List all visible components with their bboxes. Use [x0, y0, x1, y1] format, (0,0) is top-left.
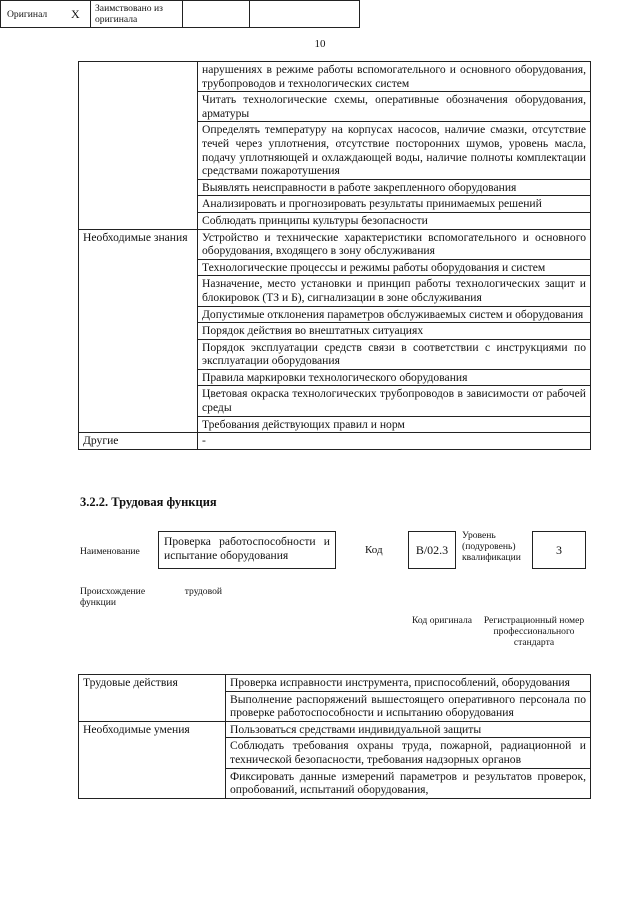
- table-row: [79, 721, 591, 738]
- reg-number-cell: [250, 1, 359, 27]
- table-row: [79, 229, 591, 259]
- level-value-box: 3: [532, 531, 586, 569]
- function-name-box: Проверка работоспособности и испытание оборудования: [158, 531, 336, 569]
- knowledge-cell: Технологические процессы и режимы работы оборудования и систем: [198, 259, 591, 276]
- knowledge-cell: Правила маркировки технологического оборудования: [198, 369, 591, 386]
- skill-cell: нарушениях в режиме работы вспомогательного и основного оборудования, трубопроводов и технологических систем: [198, 62, 591, 92]
- table-row: [79, 433, 591, 450]
- skill-cell: Фиксировать данные измерений параметров и результатов проверок, опробований, испытаний оборудования,: [226, 768, 591, 798]
- skill-cell: Читать технологические схемы, оперативные обозначения оборудования, арматуры: [198, 92, 591, 122]
- original-mark: X: [67, 1, 91, 27]
- knowledge-cell: Порядок эксплуатации средств связи в соответствии с инструкциями по эксплуатации оборудования: [198, 339, 591, 369]
- code-original-cell: [183, 1, 250, 27]
- skill-cell: Анализировать и прогнозировать результаты принимаемых решений: [198, 196, 591, 213]
- table-row: [79, 62, 591, 92]
- table-row: [79, 675, 591, 692]
- action-cell: Проверка исправности инструмента, приспособлений, оборудования: [226, 675, 591, 692]
- skill-cell: Определять температуру на корпусах насосов, наличие смазки, отсутствие течей через уплотнения, отсутствие посторонних шумов, уровень масла, подачу уплотняющей и охлаждающей воды, наличие полноты комплектации средствами пожаротушения: [198, 122, 591, 179]
- code-original-label: Код оригинала: [411, 615, 473, 626]
- action-cell: Выполнение распоряжений вышестоящего оперативного персонала по проверке работоспособности и испытанию оборудования: [226, 691, 591, 721]
- knowledge-cell: Назначение, место установки и принцип работы технологических защит и блокировок (ТЗ и Б), сигнализации в зоне обслуживания: [198, 276, 591, 306]
- skill-cell: Пользоваться средствами индивидуальной защиты: [226, 721, 591, 738]
- origin-row: [0, 0, 360, 28]
- knowledge-label: Необходимые знания: [79, 229, 198, 433]
- skill-cell: Соблюдать требования охраны труда, пожарной, радиационной и технической безопасности, требования надзорных органов: [226, 738, 591, 768]
- page-number: 10: [314, 38, 326, 50]
- competency-table: [78, 61, 591, 450]
- borrowed-label: Заимствовано из оригинала: [91, 1, 183, 27]
- skills-label: Необходимые умения: [79, 721, 226, 798]
- name-label: Наименование: [80, 546, 140, 557]
- skill-cell: Выявлять неисправности в работе закрепленного оборудования: [198, 179, 591, 196]
- level-label: Уровень (подуровень) квалификации: [462, 530, 521, 563]
- section-heading: 3.2.2. Трудовая функция: [80, 495, 217, 509]
- knowledge-cell: Допустимые отклонения параметров обслуживаемых систем и оборудования: [198, 306, 591, 323]
- code-label: Код: [365, 544, 383, 556]
- other-value: -: [198, 433, 591, 450]
- skills-label-cell: [79, 62, 198, 230]
- original-label: Оригинал: [7, 9, 48, 20]
- knowledge-cell: Порядок действия во внештатных ситуациях: [198, 323, 591, 340]
- knowledge-cell: Цветовая окраска технологических трубопроводов в зависимости от рабочей среды: [198, 386, 591, 416]
- function-table: [78, 674, 591, 799]
- knowledge-cell: Устройство и технические характеристики вспомогательного и основного оборудования, входящего в зону обслуживания: [198, 229, 591, 259]
- knowledge-cell: Требования действующих правил и норм: [198, 416, 591, 433]
- reg-number-label: Регистрационный номер профессионального стандарта: [483, 615, 585, 648]
- function-code-box: B/02.3: [408, 531, 456, 569]
- origin-label: Происхождение трудовой функции: [80, 586, 222, 608]
- other-label: Другие: [79, 433, 198, 450]
- skill-cell: Соблюдать принципы культуры безопасности: [198, 212, 591, 229]
- actions-label: Трудовые действия: [79, 675, 226, 722]
